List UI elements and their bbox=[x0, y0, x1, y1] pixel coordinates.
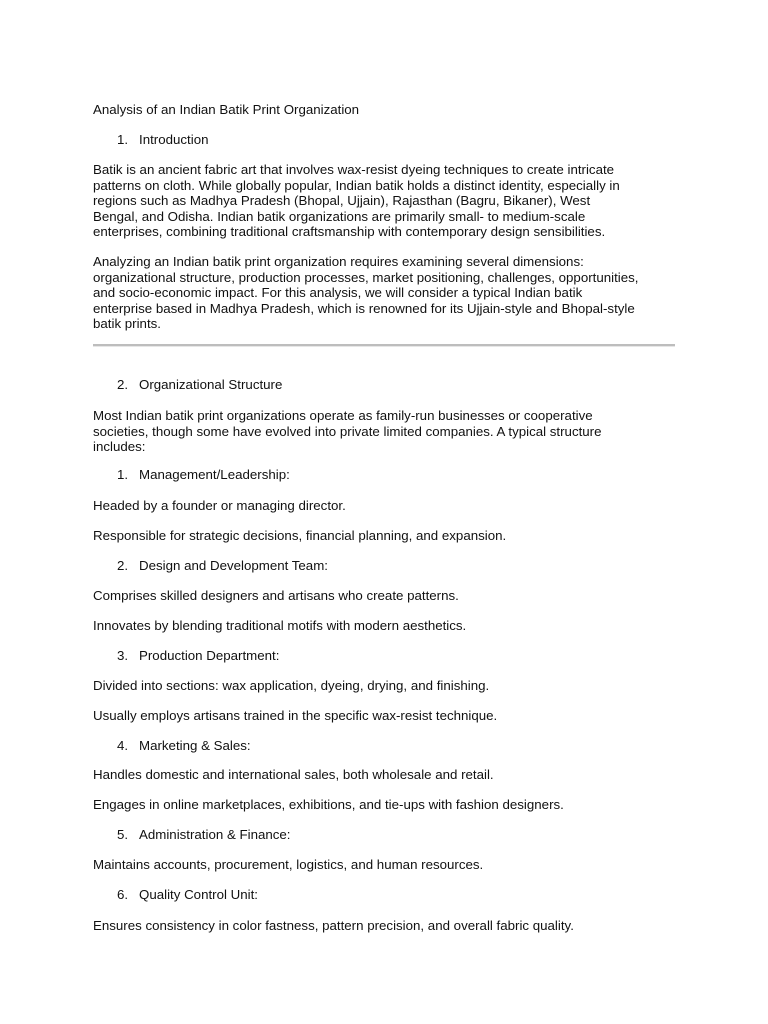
section-number: 2. bbox=[117, 377, 129, 392]
list-item-text: Maintains accounts, procurement, logistics, and human resources. bbox=[93, 857, 484, 872]
text-line: batik prints. bbox=[93, 316, 161, 332]
text-line: organizational structure, production processes, market positioning, challenges, opportunities, bbox=[93, 269, 639, 285]
list-heading: Quality Control Unit: bbox=[139, 887, 258, 902]
list-item-heading bbox=[117, 827, 291, 843]
list-number: 5. bbox=[117, 827, 129, 842]
list-item-text: Responsible for strategic decisions, financial planning, and expansion. bbox=[93, 528, 507, 543]
list-item-heading bbox=[117, 887, 258, 903]
list-item-text: Comprises skilled designers and artisans who create patterns. bbox=[93, 588, 459, 603]
list-number: 3. bbox=[117, 648, 129, 663]
list-heading: Administration & Finance: bbox=[139, 827, 291, 842]
section-number: 1. bbox=[117, 132, 129, 147]
list-item-text: Handles domestic and international sales, both wholesale and retail. bbox=[93, 767, 494, 782]
horizontal-rule bbox=[93, 344, 675, 347]
list-item-text: Divided into sections: wax application, dyeing, drying, and finishing. bbox=[93, 678, 490, 693]
text-line: Batik is an ancient fabric art that involves wax-resist dyeing techniques to create intricate bbox=[93, 162, 615, 177]
text-line: includes: bbox=[93, 439, 146, 455]
text-line: enterprises, combining traditional craftsmanship with contemporary design sensibilities. bbox=[93, 224, 606, 240]
section-2-heading bbox=[117, 377, 282, 393]
structure-intro-paragraph bbox=[93, 408, 683, 455]
list-item-text: Engages in online marketplaces, exhibitions, and tie-ups with fashion designers. bbox=[93, 797, 564, 812]
list-heading: Management/Leadership: bbox=[139, 467, 290, 482]
text-line: Most Indian batik print organizations operate as family-run businesses or cooperative bbox=[93, 408, 593, 423]
list-item-text: Headed by a founder or managing director. bbox=[93, 498, 346, 513]
list-number: 6. bbox=[117, 887, 129, 902]
list-number: 4. bbox=[117, 738, 129, 753]
intro-paragraph-1 bbox=[93, 162, 683, 240]
text-line: and socio-economic impact. For this analysis, we will consider a typical Indian batik bbox=[93, 285, 583, 301]
intro-paragraph-2 bbox=[93, 254, 683, 332]
list-item-heading bbox=[117, 467, 290, 483]
section-title: Introduction bbox=[139, 132, 209, 147]
section-title: Organizational Structure bbox=[139, 377, 283, 392]
list-number: 1. bbox=[117, 467, 129, 482]
list-item-heading bbox=[117, 738, 251, 754]
list-number: 2. bbox=[117, 558, 129, 573]
document-title: Analysis of an Indian Batik Print Organization bbox=[93, 102, 360, 117]
list-heading: Marketing & Sales: bbox=[139, 738, 251, 753]
text-line: societies, though some have evolved into private limited companies. A typical structure bbox=[93, 423, 602, 439]
text-line: Analyzing an Indian batik print organization requires examining several dimensions: bbox=[93, 254, 584, 269]
text-line: enterprise based in Madhya Pradesh, which is renowned for its Ujjain-style and Bhopal-style bbox=[93, 300, 635, 316]
text-line: regions such as Madhya Pradesh (Bhopal, Ujjain), Rajasthan (Bagru, Bikaner), West bbox=[93, 193, 591, 209]
list-item-heading bbox=[117, 648, 279, 664]
list-heading: Production Department: bbox=[139, 648, 280, 663]
text-line: patterns on cloth. While globally popular, Indian batik holds a distinct identity, especially in bbox=[93, 177, 620, 193]
section-1-heading bbox=[117, 132, 208, 148]
list-item-text: Usually employs artisans trained in the specific wax-resist technique. bbox=[93, 708, 498, 723]
text-line: Bengal, and Odisha. Indian batik organizations are primarily small- to medium-scale bbox=[93, 208, 586, 224]
list-item-text: Innovates by blending traditional motifs with modern aesthetics. bbox=[93, 618, 467, 633]
list-item-text: Ensures consistency in color fastness, pattern precision, and overall fabric quality. bbox=[93, 918, 574, 933]
list-heading: Design and Development Team: bbox=[139, 558, 328, 573]
list-item-heading bbox=[117, 558, 328, 574]
